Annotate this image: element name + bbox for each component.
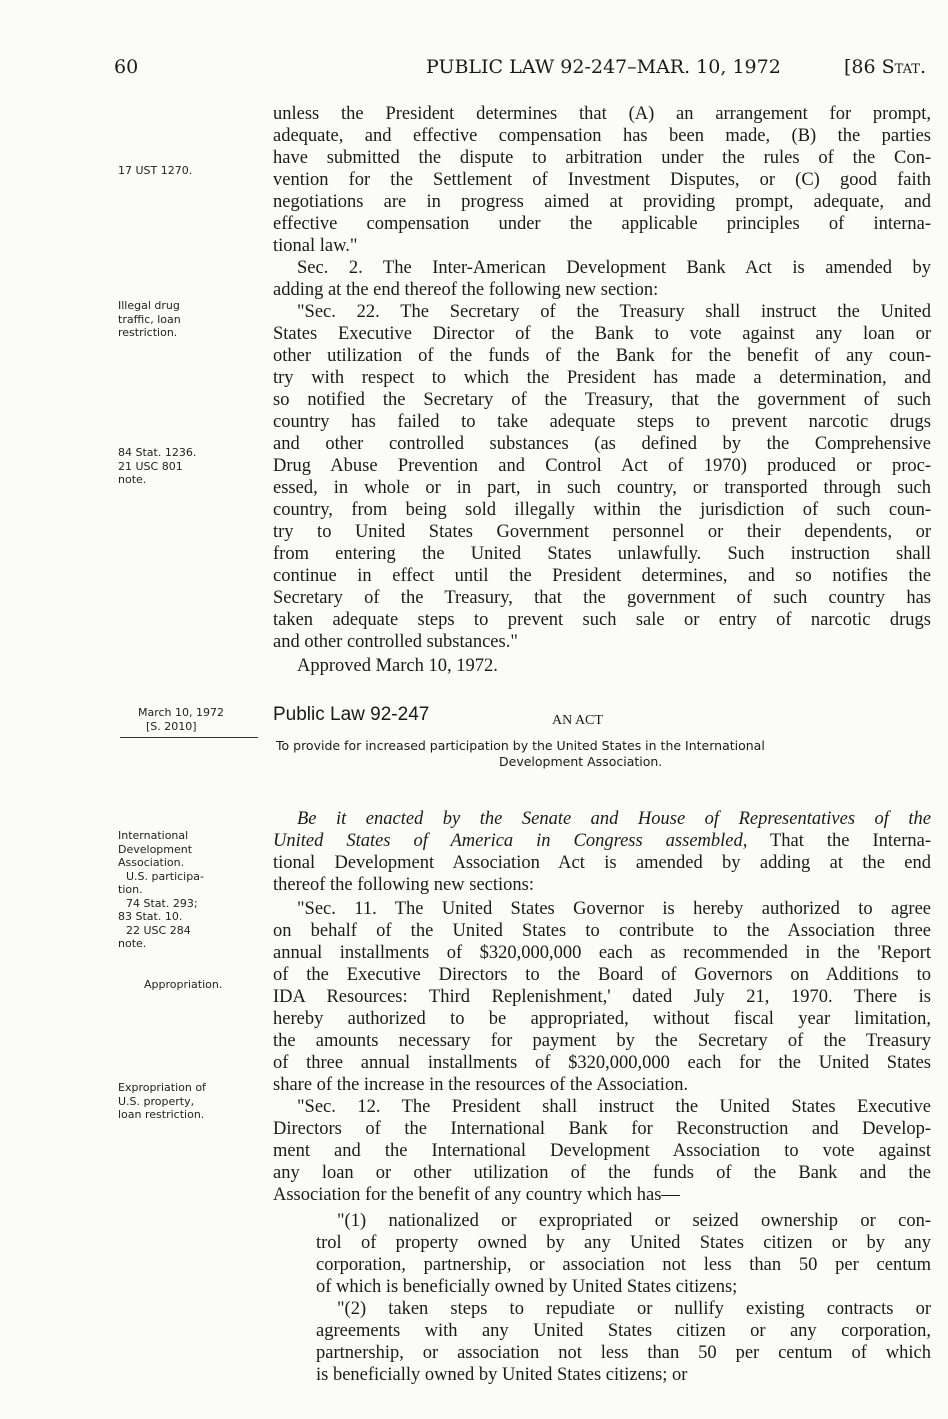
list-item-line: corporation, partnership, or association not less than 50 per centum — [316, 1255, 931, 1275]
body-line: ment and the International Development Association to vote against — [273, 1141, 931, 1161]
body-line: annual installments of $320,000,000 each as recommended in the 'Report — [273, 943, 931, 963]
an-act-heading: AN ACT — [552, 713, 603, 728]
body-line: on behalf of the United States to contribute to the Association three — [273, 921, 931, 941]
body-line: adequate, and effective compensation has been made, (B) the parties — [273, 126, 931, 146]
list-item-line: is beneficially owned by United States citizens; or — [316, 1365, 688, 1385]
body-line: tional law." — [273, 236, 358, 256]
margin-note-expropriation: Expropriation of U.S. property, loan restriction. — [118, 1081, 206, 1121]
body-line: and other controlled substances (as defined by the Comprehensive — [273, 434, 931, 454]
list-item-line: agreements with any United States citizen or any corporation, — [316, 1321, 931, 1341]
body-line: country has failed to take adequate steps to prevent narcotic drugs — [273, 412, 931, 432]
body-line: hereby authorized to be appropriated, without fiscal year limitation, — [273, 1009, 931, 1029]
margin-note-treaty-ref: 17 UST 1270. — [118, 164, 193, 177]
act-purpose-line-1: To provide for increased participation by the United States in the International — [276, 738, 765, 753]
body-line: continue in effect until the President determines, and so notifies the — [273, 566, 931, 586]
public-law-number: Public Law 92-247 — [273, 704, 430, 725]
running-header-title: PUBLIC LAW 92-247–MAR. 10, 1972 — [426, 56, 781, 78]
page-number: 60 — [114, 56, 139, 78]
body-line: from entering the United States unlawfully. Such instruction shall — [273, 544, 931, 564]
statute-reference: [86 Stat. — [844, 56, 926, 78]
margin-note-statute-ref: 84 Stat. 1236. 21 USC 801 note. — [118, 446, 197, 486]
section-11-first-line: "Sec. 11. The United States Governor is hereby authorized to agree — [297, 899, 931, 919]
act-purpose-line-2: Development Association. — [499, 754, 663, 769]
body-line: any loan or other utilization of the funds of the Bank and the — [273, 1163, 931, 1183]
margin-note-appropriation: Appropriation. — [144, 978, 223, 991]
body-line: Secretary of the Treasury, that the government of such country has — [273, 588, 931, 608]
body-line: effective compensation under the applicable principles of interna- — [273, 214, 931, 234]
section-2-heading-line: Sec. 2. The Inter-American Development Bank Act is amended by — [297, 258, 931, 278]
enacting-clause-line: United States of America in Congress assembled, That the Interna- — [273, 831, 931, 851]
body-line: other utilization of the funds of the Bank for the benefit of any coun- — [273, 346, 931, 366]
body-line: negotiations are in progress aimed at providing prompt, adequate, and — [273, 192, 931, 212]
list-item-1-first-line: "(1) nationalized or expropriated or seized ownership or con- — [337, 1211, 931, 1231]
margin-note-drug-traffic: Illegal drug traffic, loan restriction. — [118, 299, 181, 339]
body-line: try to United States Government personnel or their dependents, or — [273, 522, 931, 542]
list-item-line: of which is beneficially owned by United States citizens; — [316, 1277, 738, 1297]
body-line: unless the President determines that (A) an arrangement for prompt, — [273, 104, 931, 124]
body-line: of the Executive Directors to the Board of Governors on Additions to — [273, 965, 931, 985]
list-item-line: partnership, or association not less than 50 per centum of which — [316, 1343, 931, 1363]
section-22-first-line: "Sec. 22. The Secretary of the Treasury shall instruct the United — [297, 302, 931, 322]
body-line: taken adequate steps to prevent such sale or entry of narcotic drugs — [273, 610, 931, 630]
section-12-first-line: "Sec. 12. The President shall instruct the United States Executive — [297, 1097, 931, 1117]
body-line: the amounts necessary for payment by the Secretary of the Treasury — [273, 1031, 931, 1051]
body-line: IDA Resources: Third Replenishment,' dated July 21, 1970. There is — [273, 987, 931, 1007]
enacting-clause-line: Be it enacted by the Senate and House of Representatives of the — [297, 809, 931, 829]
body-line: tional Development Association Act is amended by adding at the end — [273, 853, 931, 873]
list-item-2-first-line: "(2) taken steps to repudiate or nullify existing contracts or — [337, 1299, 931, 1319]
margin-note-ida: International Development Association. U.S. participa- tion. 74 Stat. 293; 83 Stat. 10. 22 USC 284 note. — [118, 829, 204, 950]
body-line: vention for the Settlement of Investment Disputes, or (C) good faith — [273, 170, 931, 190]
body-line: States Executive Director of the Bank to vote against any loan or — [273, 324, 931, 344]
body-line: and other controlled substances." — [273, 632, 518, 652]
body-line: thereof the following new sections: — [273, 875, 534, 895]
list-item-line: trol of property owned by any United States citizen or by any — [316, 1233, 931, 1253]
margin-divider — [120, 737, 258, 738]
body-line: of three annual installments of $320,000,000 each for the United States — [273, 1053, 931, 1073]
body-line: adding at the end thereof the following new section: — [273, 280, 659, 300]
body-line: share of the increase in the resources of the Association. — [273, 1075, 689, 1095]
body-line: essed, in whole or in part, in such country, or transported through such — [273, 478, 931, 498]
margin-note-enactment-date: March 10, 1972 [S. 2010] — [138, 706, 225, 733]
body-line: Drug Abuse Prevention and Control Act of 1970) produced or proc- — [273, 456, 931, 476]
body-line: country, from being sold illegally within the jurisdiction of such coun- — [273, 500, 931, 520]
body-line: so notified the Secretary of the Treasury, that the government of such — [273, 390, 931, 410]
body-line: try with respect to which the President has made a determination, and — [273, 368, 931, 388]
body-line: have submitted the dispute to arbitration under the rules of the Con- — [273, 148, 931, 168]
body-line: Directors of the International Bank for Reconstruction and Develop- — [273, 1119, 931, 1139]
body-line: Association for the benefit of any country which has— — [273, 1185, 680, 1205]
approval-date: Approved March 10, 1972. — [297, 656, 498, 676]
